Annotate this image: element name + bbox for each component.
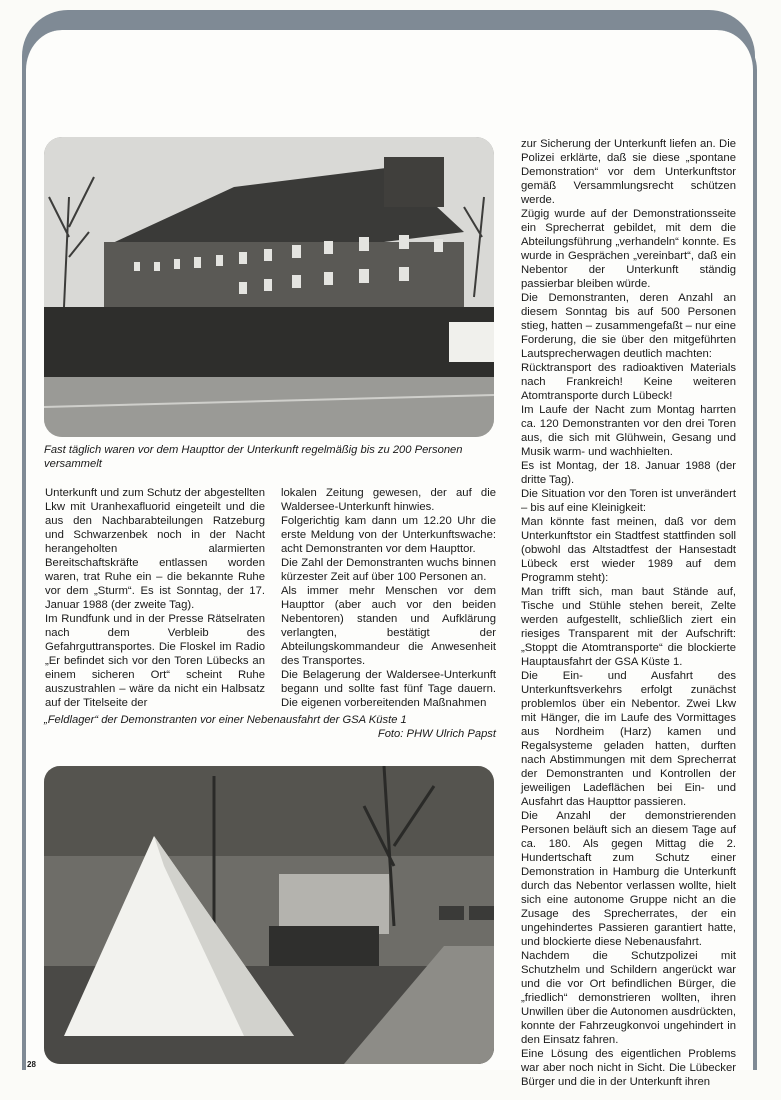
column-3-paragraph-1: zur Sicherung der Unterkunft liefen an. Die Polizei erklärte, daß sie diese „spontane Demonstration“ vor dem Unterkunftstor gemäß Versammlungsrecht schützen werde. xyxy=(521,138,736,206)
column-3-paragraph-3: Die Demonstranten, deren Anzahl an diesem Sonntag bis auf 500 Personen stieg, hatten – zusammengefaßt – nur eine Forderung, die sie über den mitgeführten Lautsprecherwagen deutlich machten: xyxy=(521,292,736,360)
photo-protest-camp-image xyxy=(44,766,494,1064)
photo-credit: Foto: PHW Ulrich Papst xyxy=(377,728,496,740)
photo-camp-caption-text: „Feldlager“ der Demonstranten vor einer Nebenausfahrt der GSA Küste 1 xyxy=(44,714,407,726)
column-1-paragraph-1: Unterkunft und zum Schutz der abgestellten Lkw mit Uranhexafluorid eingeteilt und die aus den Nachbarabteilungen Ratzeburg und Schwarzenbek noch in der Nacht herangeholten alarmierten Bereitschaftskräfte entlassen worden waren, trat Ruhe ein – die bekannte Ruhe vor dem „Sturm“. Es ist Sonntag, der 17. Januar 1988 (der zweite Tag). xyxy=(45,487,265,611)
column-3-paragraph-13: Eine Lösung des eigentlichen Problems war aber noch nicht in Sicht. Die Lübecker Bürger und die in der Unterkunft ihren xyxy=(521,1048,736,1088)
photo-barracks-crowd-image xyxy=(44,137,494,437)
column-2-paragraph-4: Als immer mehr Menschen vor dem Haupttor (aber auch vor den beiden Nebentoren) standen und Aufklärung verlangten, bestätigt der Abteilungskommandeur die Anwesenheit des Transportes. xyxy=(281,585,496,667)
photo-barracks-crowd xyxy=(44,137,494,437)
article-column-1 xyxy=(45,486,265,710)
column-3-paragraph-2: Zügig wurde auf der Demonstrationsseite ein Sprecherrat gebildet, mit dem die Abteilungsführung „verhandeln“ konnte. Es wurde in Gesprächen „vereinbart“, daß ein Nebentor der Unterkunft ständig passierbar bleiben würde. xyxy=(521,208,736,290)
column-2-paragraph-3: Die Zahl der Demonstranten wuchs binnen kürzester Zeit auf über 100 Personen an. xyxy=(281,557,496,583)
column-3-paragraph-6: Es ist Montag, der 18. Januar 1988 (der dritte Tag). xyxy=(521,460,736,486)
page-number: 28 xyxy=(27,1060,36,1069)
column-3-paragraph-5: Im Laufe der Nacht zum Montag harrten ca. 120 Demonstranten vor den drei Toren aus, die sich mit Glühwein, Gesang und Musik warm- und wachhielten. xyxy=(521,404,736,458)
column-3-paragraph-8: Man könnte fast meinen, daß vor dem Unterkunftstor ein Stadtfest stattfinden soll (obwohl das Altstadtfest der Hansestadt Lübeck erst wieder 1989 auf dem Programm steht): xyxy=(521,516,736,584)
photo-camp-caption xyxy=(44,713,496,741)
article-column-2 xyxy=(281,486,496,710)
column-3-paragraph-10: Die Ein- und Ausfahrt des Unterkunftsverkehrs erfolgt zunächst problemlos über ein Nebentor. Zwei Lkw mit Hänger, die im Laufe des Vormittages aus Nordheim (Harz) kamen und Regalsysteme geladen hatten, durften nach Abstimmungen mit dem Sprecherrat der Demonstranten und Kontrollen der jeweiligen Ladeflächen bei Ein- und Ausfahrt das Haupttor passieren. xyxy=(521,670,736,808)
column-2-paragraph-2: Folgerichtig kam dann um 12.20 Uhr die erste Meldung von der Unterkunftswache: acht Demonstranten vor dem Haupttor. xyxy=(281,515,496,555)
column-3-paragraph-9: Man trifft sich, man baut Stände auf, Tische und Stühle stehen bereit, Zelte werden aufgestellt, schließlich ziert ein riesiges Transparent mit der Aufschrift: „Stoppt die Atomtransporte“ die blockierte Hauptausfahrt der GSA Küste 1. xyxy=(521,586,736,668)
column-2-paragraph-5: Die Belagerung der Waldersee-Unterkunft begann und sollte fast fünf Tage dauern. Die eigenen vorbereitenden Maßnahmen xyxy=(281,669,496,709)
photo-barracks-caption: Fast täglich waren vor dem Haupttor der Unterkunft regelmäßig bis zu 200 Personen versammelt xyxy=(44,444,463,470)
column-3-paragraph-11: Die Anzahl der demonstrierenden Personen beläuft sich an diesem Tage auf ca. 180. Als gegen Mittag die 2. Hundertschaft zum Schutz einer Demonstration in Hamburg die Unterkunft durch das Nebentor verlassen wollte, hielt sich eine autonome Gruppe nicht an die Zusage des Sprecherrates, der ein ungehindertes Passieren garantiert hatte, und blockierte diese Nebenausfahrt. xyxy=(521,810,736,948)
column-1-paragraph-2: Im Rundfunk und in der Presse Rätselraten nach dem Verbleib des Gefahrguttransportes. Die Floskel im Radio „Er befindet sich vor den Toren Lübecks an einem sicheren Ort“ scheint Ruhe auszustrahlen – wäre da nicht ein Halbsatz auf der Titelseite der xyxy=(45,613,265,709)
column-3-paragraph-12: Nachdem die Schutzpolizei mit Schutzhelm und Schildern angerückt war und die vor Ort befindlichen Bürger, die „friedlich“ demonstrieren wollten, ihren Unwillen über die Autonomen ausdrückten, konnte der Fahrzeugkonvoi ungehindert in den Einsatz fahren. xyxy=(521,950,736,1046)
article-column-3 xyxy=(521,137,736,1089)
photo-protest-camp xyxy=(44,766,494,1064)
column-3-paragraph-4: Rücktransport des radioaktiven Materials nach Frankreich! Keine weiteren Atomtransporte durch Lübeck! xyxy=(521,362,736,402)
column-2-paragraph-1: lokalen Zeitung gewesen, der auf die Waldersee-Unterkunft hinwies. xyxy=(281,487,496,513)
column-3-paragraph-7: Die Situation vor den Toren ist unverändert – bis auf eine Kleinigkeit: xyxy=(521,488,736,514)
